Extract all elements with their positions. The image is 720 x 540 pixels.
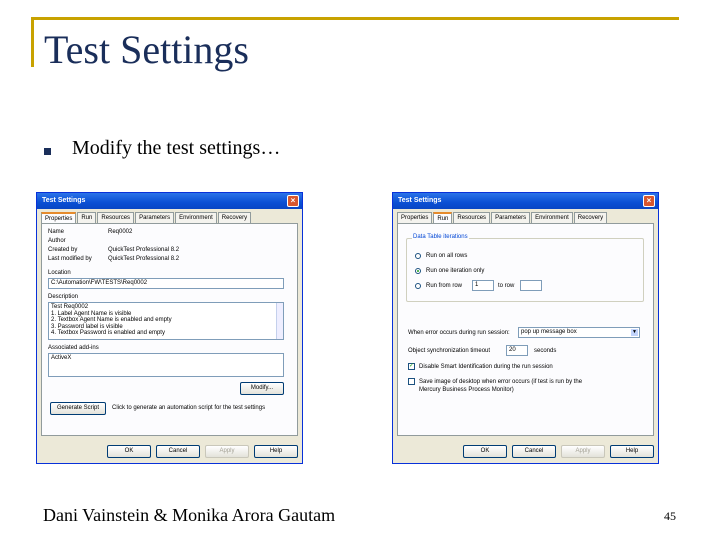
- tab-parameters[interactable]: Parameters: [135, 212, 174, 223]
- page-number: 45: [664, 509, 676, 523]
- radio-run-from-label: Run from row: [426, 283, 463, 289]
- radio-run-from[interactable]: [415, 283, 421, 289]
- on-error-label: When error occurs during run session:: [408, 330, 510, 336]
- from-row-field[interactable]: 1: [472, 280, 494, 291]
- author-label: Author: [48, 238, 66, 244]
- tab-strip: [41, 212, 252, 223]
- assoc-addins-field: ActiveX: [48, 353, 284, 377]
- properties-panel: [41, 223, 298, 436]
- radio-run-one[interactable]: [415, 268, 421, 274]
- tab-recovery[interactable]: Recovery: [218, 212, 251, 223]
- slide-title: Test Settings: [44, 27, 249, 72]
- tab-environment[interactable]: Environment: [175, 212, 217, 223]
- save-image-checkbox[interactable]: [408, 378, 415, 385]
- footer-author: Dani Vainstein & Monika Arora Gautam: [43, 505, 336, 525]
- modify-button[interactable]: Modify...: [240, 382, 284, 395]
- assoc-addins-label: Associated add-ins: [48, 345, 99, 351]
- tab-parameters[interactable]: Parameters: [491, 212, 530, 223]
- generate-script-button[interactable]: Generate Script: [50, 402, 106, 415]
- radio-run-all[interactable]: [415, 253, 421, 259]
- to-row-label: to row: [498, 283, 515, 289]
- tab-recovery[interactable]: Recovery: [574, 212, 607, 223]
- chevron-down-icon[interactable]: ▼: [632, 329, 637, 335]
- name-value: Req0002: [108, 229, 133, 235]
- description-label: Description: [48, 294, 79, 300]
- bullet-text: Modify the test settings…: [72, 137, 281, 159]
- close-icon[interactable]: ×: [643, 195, 655, 207]
- title-rule-top: [31, 17, 679, 20]
- bullet-square-icon: [44, 148, 51, 155]
- help-button[interactable]: Help: [254, 445, 298, 458]
- sync-timeout-field[interactable]: 20: [506, 345, 528, 356]
- description-line: 2. Textbox Agent Name is enabled and empty: [51, 317, 172, 323]
- help-button[interactable]: Help: [610, 445, 654, 458]
- tab-strip: [397, 212, 608, 223]
- name-label: Name: [48, 229, 65, 235]
- sync-timeout-label: Object synchronization timeout: [408, 348, 491, 354]
- dialog-title-bar: Test Settings: [37, 193, 302, 209]
- description-line: 1. Label Agent Name is visible: [51, 310, 132, 317]
- on-error-value: pop up message box: [521, 329, 577, 335]
- on-error-select[interactable]: [518, 327, 640, 338]
- description-scrollbar[interactable]: [276, 303, 283, 339]
- cancel-button[interactable]: Cancel: [512, 445, 556, 458]
- title-rule-left: [31, 17, 34, 67]
- created-by-value: QuickTest Professional 8.2: [108, 247, 180, 253]
- tab-resources[interactable]: Resources: [453, 212, 490, 223]
- ok-button[interactable]: OK: [463, 445, 507, 458]
- location-field[interactable]: C:\Automation\FW\TESTS\Req0002: [48, 278, 284, 289]
- description-line: 3. Password label is visible: [51, 323, 123, 330]
- tab-run[interactable]: Run: [433, 212, 452, 224]
- apply-button[interactable]: Apply: [561, 445, 605, 458]
- save-image-label: Save image of desktop when error occurs (if test is run by the: [419, 379, 583, 385]
- dialog-title-bar: Test Settings: [393, 193, 658, 209]
- tab-run[interactable]: Run: [77, 212, 96, 223]
- close-icon[interactable]: ×: [287, 195, 299, 207]
- tab-resources[interactable]: Resources: [97, 212, 134, 223]
- description-line: 4. Textbox Password is enabled and empty: [51, 330, 165, 336]
- save-image-label-line2: Mercury Business Process Monitor): [419, 387, 514, 393]
- radio-run-all-label: Run on all rows: [426, 253, 468, 259]
- run-panel: [397, 223, 654, 436]
- last-modified-label: Last modified by: [48, 256, 92, 262]
- to-row-field[interactable]: [520, 280, 542, 291]
- sync-timeout-unit: seconds: [534, 348, 557, 354]
- tab-properties[interactable]: Properties: [41, 212, 76, 224]
- cancel-button[interactable]: Cancel: [156, 445, 200, 458]
- location-label: Location: [48, 270, 71, 276]
- ok-button[interactable]: OK: [107, 445, 151, 458]
- created-by-label: Created by: [48, 247, 78, 253]
- tab-properties[interactable]: Properties: [397, 212, 432, 223]
- generate-hint: Click to generate an automation script for the test settings: [112, 405, 266, 411]
- description-textarea[interactable]: [48, 302, 284, 340]
- iterations-group-title: Data Table iterations: [413, 234, 468, 240]
- radio-run-one-label: Run one iteration only: [426, 268, 485, 274]
- last-modified-value: QuickTest Professional 8.2: [108, 256, 180, 262]
- test-settings-dialog-run: [392, 192, 659, 464]
- smart-id-checkbox[interactable]: ✓: [409, 363, 415, 369]
- smart-id-label: Disable Smart Identification during the run session: [419, 364, 553, 370]
- description-line: Test Req0002: [51, 304, 89, 310]
- tab-environment[interactable]: Environment: [531, 212, 573, 223]
- test-settings-dialog-properties: [36, 192, 303, 464]
- apply-button[interactable]: Apply: [205, 445, 249, 458]
